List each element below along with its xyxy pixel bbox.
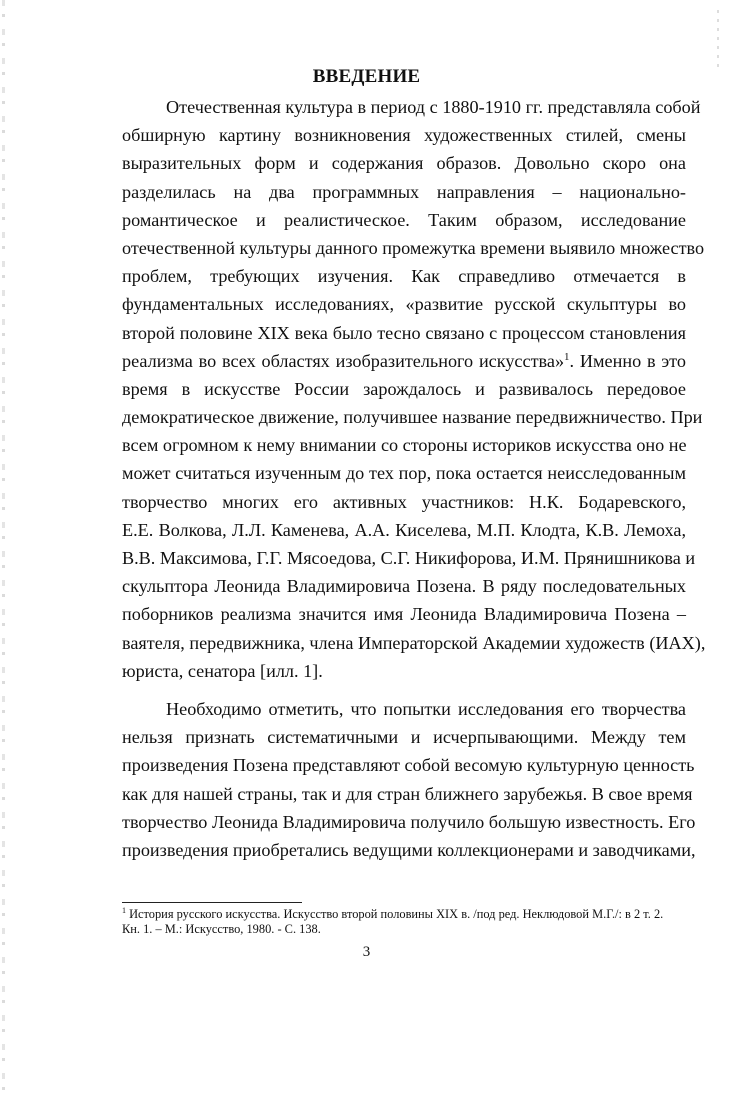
text-line: произведения Позена представляют собой весомую культурную ценность bbox=[122, 755, 695, 776]
footnote-mark: 1 bbox=[122, 905, 126, 915]
text-line: творчество Леонида Владимировича получило большую известность. Его bbox=[122, 811, 696, 832]
text-line: проблем, требующих изучения. Как справедливо отмечается в bbox=[122, 266, 686, 287]
text-line: ваятеля, передвижника, члена Императорской Академии художеств (ИАХ), bbox=[122, 632, 706, 653]
text-fragment: . Именно в это bbox=[569, 350, 686, 371]
text-line: второй половине XIX века было тесно связано с процессом становления bbox=[122, 322, 686, 343]
footnote-divider bbox=[122, 902, 302, 903]
text-line: время в искусстве России зарождалось и развивалось передовое bbox=[122, 378, 686, 399]
text-line: фундаментальных исследованиях, «развитие русской скульптуры во bbox=[122, 294, 686, 315]
text-line: В.В. Максимова, Г.Г. Мясоедова, С.Г. Никифорова, И.М. Прянишникова и bbox=[122, 548, 696, 568]
text-fragment: реализма во всех областях изобразительного искусства» bbox=[122, 350, 565, 371]
scan-edge-artifact bbox=[2, 0, 5, 1100]
section-heading: ВВЕДЕНИЕ bbox=[312, 66, 421, 87]
page-number: 3 bbox=[362, 944, 371, 960]
text-line: произведения приобретались ведущими коллекционерами и заводчиками, bbox=[122, 839, 696, 860]
footnote-text: История русского искусства. Искусство второй половины XIX в. /под ред. Неклюдовой М.Г./: в 2 т. 2. bbox=[126, 907, 664, 921]
text-line: юриста, сенатора [илл. 1]. bbox=[122, 660, 323, 681]
text-line: как для нашей страны, так и для стран ближнего зарубежья. В свое время bbox=[122, 783, 693, 804]
text-line: Е.Е. Волкова, Л.Л. Каменева, А.А. Киселева, М.П. Клодта, К.В. Лемоха, bbox=[122, 519, 686, 540]
footnote-reference: 1 bbox=[564, 350, 570, 363]
paragraph-1 bbox=[122, 93, 706, 685]
text-line: нельзя признать систематичными и исчерпывающими. Между тем bbox=[122, 727, 686, 748]
footnote-line: Кн. 1. – М.: Искусство, 1980. - С. 138. bbox=[122, 922, 321, 936]
text-line: отечественной культуры данного промежутка времени выявило множество bbox=[122, 237, 705, 258]
scan-edge-artifact-right bbox=[717, 10, 719, 70]
text-line: Отечественная культура в период с 1880-1910 гг. представляла собой bbox=[166, 97, 701, 117]
text-line: всем огромном к нему внимании со стороны историков искусства оно не bbox=[122, 435, 687, 456]
text-line: поборников реализма значится имя Леонида Владимировича Позена – bbox=[122, 604, 686, 625]
text-line: обширную картину возникновения художественных стилей, смены bbox=[122, 125, 686, 146]
text-line: романтическое и реалистическое. Таким образом, исследование bbox=[122, 209, 686, 230]
text-line: выразительных форм и содержания образов. Довольно скоро она bbox=[122, 153, 686, 174]
text-line: может считаться изученным до тех пор, пока остается неисследованным bbox=[122, 463, 686, 484]
body-text bbox=[122, 93, 706, 864]
text-line: скульптора Леонида Владимировича Позена. В ряду последовательных bbox=[122, 576, 686, 597]
text-line: творчество многих его активных участников: Н.К. Бодаревского, bbox=[122, 491, 686, 512]
paragraph-2 bbox=[122, 695, 696, 864]
footnote-line bbox=[122, 907, 686, 922]
text-line: Необходимо отметить, что попытки исследования его творчества bbox=[166, 698, 686, 719]
text-line: демократическое движение, получившее название передвижничество. При bbox=[122, 407, 703, 428]
text-line: разделилась на два программных направления – национально- bbox=[122, 181, 686, 202]
text-line-with-footnote bbox=[122, 347, 686, 375]
footnote bbox=[122, 907, 686, 937]
